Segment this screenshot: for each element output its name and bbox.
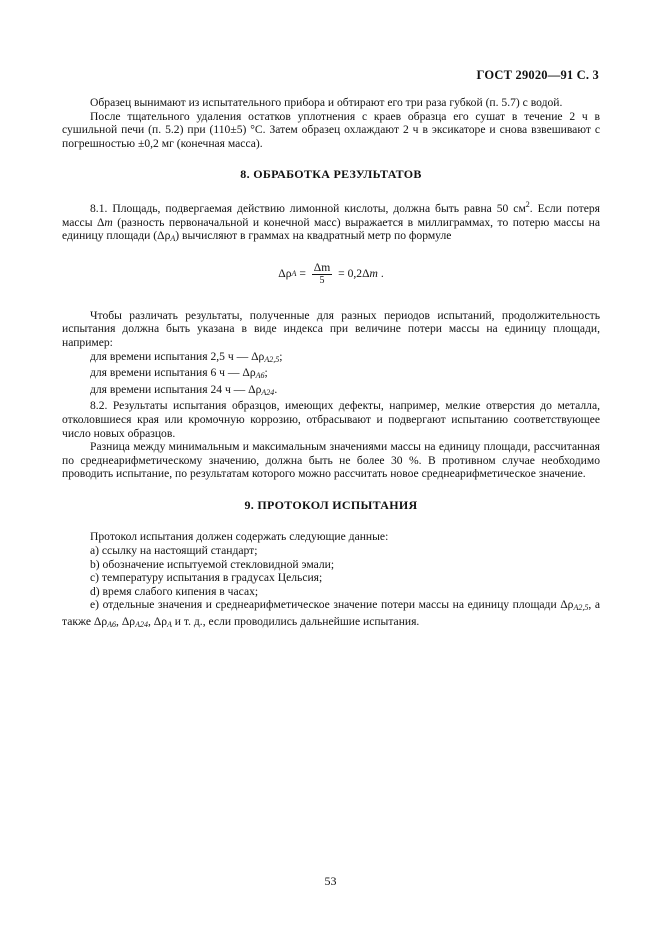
section-8-range-paragraph: Разница между минимальным и максимальным значениями массы на единицу площади, рассчитанная по среднеарифметическому значению, должна быть не более 30 %. В противном случае необходимо проводить испытание, по результатам которого можно рассчитать новое среднеарифметическое значение. bbox=[62, 440, 600, 481]
page-header: ГОСТ 29020—91 С. 3 bbox=[476, 68, 599, 82]
protocol-item: d) время слабого кипения в часах; bbox=[90, 584, 259, 598]
section-9-title: 9. ПРОТОКОЛ ИСПЫТАНИЯ bbox=[244, 497, 418, 512]
section-9-intro: Протокол испытания должен содержать следующие данные: bbox=[90, 530, 389, 544]
mass-loss-formula: Δρ A = $\frac{\Delta m}{5}$ = 0,2Δ m . bbox=[278, 260, 384, 286]
page-content bbox=[62, 96, 600, 632]
example-item: для времени испытания 24 ч — $\Delta\rho_{A24}$. bbox=[90, 382, 278, 397]
example-item: для времени испытания 6 ч — $\Delta\rho_{A6}$; bbox=[90, 366, 268, 381]
protocol-item: a) ссылку на настоящий стандарт; bbox=[90, 544, 258, 558]
protocol-item-e: e) отдельные значения и среднеарифметическое значение потери массы на единицу площади $\Delta\rho_{A2,5}$, а также $\Delta\rho_{A6}$, $\Delta\rho_{A24}$, $\Delta\rho_A$ и т. д., если проводились дальнейшие испытания. bbox=[62, 598, 600, 630]
protocol-item: c) температуру испытания в градусах Цельсия; bbox=[90, 571, 323, 585]
section-8-title: 8. ОБРАБОТКА РЕЗУЛЬТАТОВ bbox=[240, 167, 422, 182]
example-item: для времени испытания 2,5 ч — $\Delta\rho_{A2,5}$; bbox=[90, 349, 283, 364]
section-8-1-paragraph: 8.1. Площадь, подвергаемая действию лимонной кислоты, должна быть равна 50 $см^2$. Если потеря массы Δm (разность первоначальной и конечной масс) выражается в миллиграммах, то потерю массы на единицу площади $(\Delta\rho_A)$ вычисляют в граммах на квадратный метр по формуле bbox=[62, 199, 601, 244]
page-number: 53 bbox=[324, 874, 337, 888]
intro-paragraph-2: После тщательного удаления остатков уплотнения с краев образца его сушат в течение 2 ч в сушильной печи (п. 5.2) при (110±5) °С. Затем образец охлаждают 2 ч в эксикаторе и снова взвешивают с погрешностью ±0,2 мг (конечная масса). bbox=[62, 109, 600, 150]
formula-fraction: $\frac{\Delta m}{5}$ bbox=[313, 260, 331, 286]
intro-paragraph-1: Образец вынимают из испытательного прибора и обтирают его три раза губкой (п. 5.7) с водой. bbox=[90, 96, 563, 109]
section-8-2-paragraph: 8.2. Результаты испытания образцов, имеющих дефекты, например, мелкие отверстия до металла, отколовшиеся края или кромочную коррозию, отбрасывают и подвергают испытанию соответствующее число новых образцов. bbox=[62, 399, 600, 440]
section-8-index-paragraph: Чтобы различать результаты, полученные для разных периодов испытаний, продолжительность испытания должна быть указана в виде индекса при величине потери массы на единицу площади, например: bbox=[62, 308, 600, 349]
protocol-item: b) обозначение испытуемой стекловидной эмали; bbox=[90, 557, 335, 571]
